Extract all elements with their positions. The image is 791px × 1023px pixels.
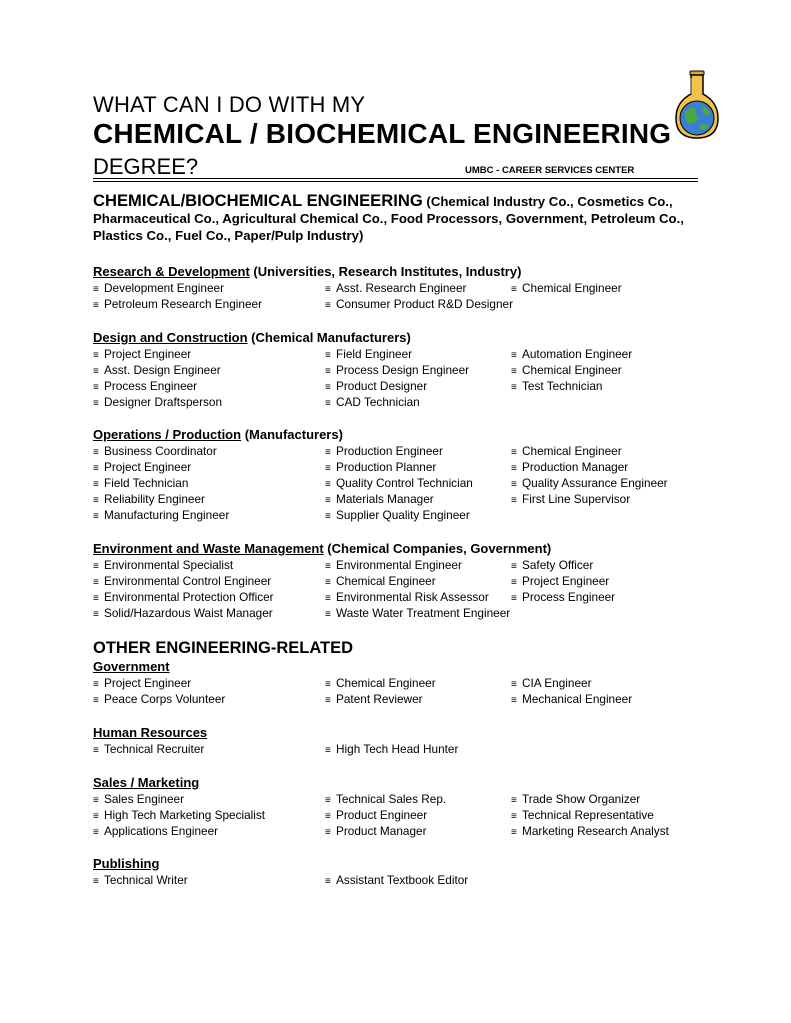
job-title-label: Technical Sales Rep. <box>336 792 447 806</box>
bullet-icon: ≡ <box>511 679 517 690</box>
job-title-label: Environmental Engineer <box>336 558 462 572</box>
bullet-icon: ≡ <box>511 463 517 474</box>
list-row <box>93 675 713 691</box>
job-title-item <box>93 507 229 525</box>
list-row <box>93 296 713 312</box>
section-heading <box>93 330 713 346</box>
bullet-icon: ≡ <box>93 593 99 604</box>
section-heading <box>93 541 713 557</box>
bullet-icon: ≡ <box>511 811 517 822</box>
job-title-item <box>511 691 632 709</box>
bullet-icon: ≡ <box>93 811 99 822</box>
job-title-label: Reliability Engineer <box>104 492 205 506</box>
career-section <box>93 659 713 707</box>
job-title-label: Technical Recruiter <box>104 742 205 756</box>
job-title-item <box>325 691 423 709</box>
bullet-icon: ≡ <box>325 382 331 393</box>
job-title-label: CAD Technician <box>336 395 420 409</box>
bullet-icon: ≡ <box>325 511 331 522</box>
bullet-icon: ≡ <box>325 300 331 311</box>
bullet-icon: ≡ <box>325 284 331 295</box>
list-row <box>93 589 713 605</box>
bullet-icon: ≡ <box>325 827 331 838</box>
career-section <box>93 775 713 839</box>
bullet-icon: ≡ <box>511 561 517 572</box>
section-title: Human Resources <box>93 725 208 740</box>
job-title-label: Production Manager <box>522 460 629 474</box>
bullet-icon: ≡ <box>325 366 331 377</box>
bullet-icon: ≡ <box>511 447 517 458</box>
bullet-icon: ≡ <box>511 827 517 838</box>
list-row <box>93 346 713 362</box>
other-engineering-title: OTHER ENGINEERING-RELATED <box>93 639 354 657</box>
bullet-icon: ≡ <box>93 827 99 838</box>
bullet-icon: ≡ <box>511 593 517 604</box>
list-row <box>93 507 713 523</box>
list-row <box>93 573 713 589</box>
bullet-icon: ≡ <box>325 679 331 690</box>
job-title-item <box>93 296 262 314</box>
bullet-icon: ≡ <box>511 366 517 377</box>
job-title-label: Project Engineer <box>104 347 192 361</box>
bullet-icon: ≡ <box>325 495 331 506</box>
section-subtitle: (Universities, Research Institutes, Industry) <box>249 264 522 279</box>
header-title: CHEMICAL / BIOCHEMICAL ENGINEERING <box>93 118 672 149</box>
job-title-label: Process Engineer <box>522 590 616 604</box>
job-title-label: Chemical Engineer <box>522 444 622 458</box>
intro-paragraph <box>93 193 713 244</box>
career-section <box>93 541 713 621</box>
bullet-icon: ≡ <box>93 695 99 706</box>
bullet-icon: ≡ <box>325 795 331 806</box>
list-row <box>93 394 713 410</box>
job-title-label: Chemical Engineer <box>336 676 436 690</box>
list-row <box>93 443 713 459</box>
career-section <box>93 427 713 523</box>
career-section <box>93 856 713 888</box>
job-title-label: Field Engineer <box>336 347 413 361</box>
section-title: Government <box>93 659 170 674</box>
job-title-label: Product Engineer <box>336 808 428 822</box>
header-line-3: DEGREE? <box>93 154 199 179</box>
section-heading <box>93 659 713 675</box>
job-title-label: Mechanical Engineer <box>522 692 633 706</box>
job-title-item <box>93 605 273 623</box>
bullet-icon: ≡ <box>511 350 517 361</box>
bullet-icon: ≡ <box>93 447 99 458</box>
bullet-icon: ≡ <box>93 479 99 490</box>
bullet-icon: ≡ <box>93 382 99 393</box>
job-title-label: Quality Control Technician <box>336 476 473 490</box>
job-title-item <box>93 394 222 412</box>
bullet-icon: ≡ <box>93 350 99 361</box>
job-title-label: Production Engineer <box>336 444 443 458</box>
header-rule-bottom <box>93 181 698 182</box>
list-row <box>93 791 713 807</box>
bullet-icon: ≡ <box>325 561 331 572</box>
job-title-label: Field Technician <box>104 476 189 490</box>
job-title-label: Product Manager <box>336 824 427 838</box>
list-row <box>93 872 713 888</box>
bullet-icon: ≡ <box>93 366 99 377</box>
bullet-icon: ≡ <box>93 795 99 806</box>
list-row <box>93 691 713 707</box>
job-title-label: Project Engineer <box>104 676 192 690</box>
job-title-label: Asst. Design Engineer <box>104 363 221 377</box>
bullet-icon: ≡ <box>93 679 99 690</box>
org-name: UMBC - CAREER SERVICES CENTER <box>465 165 635 176</box>
bullet-icon: ≡ <box>325 876 331 887</box>
bullet-icon: ≡ <box>325 745 331 756</box>
bullet-icon: ≡ <box>511 695 517 706</box>
job-title-label: Assistant Textbook Editor <box>336 873 469 887</box>
section-subtitle: (Manufacturers) <box>241 427 343 442</box>
list-row <box>93 557 713 573</box>
job-title-label: Chemical Engineer <box>522 281 622 295</box>
job-title-label: Chemical Engineer <box>336 574 436 588</box>
job-title-item <box>325 872 468 890</box>
job-title-item <box>325 507 470 525</box>
section-title: Research & Development <box>93 264 250 279</box>
bullet-icon: ≡ <box>511 284 517 295</box>
section-title: Environment and Waste Management <box>93 541 324 556</box>
list-row <box>93 280 713 296</box>
job-title-label: High Tech Head Hunter <box>336 742 459 756</box>
bullet-icon: ≡ <box>325 463 331 474</box>
job-title-label: Quality Assurance Engineer <box>522 476 668 490</box>
section-subtitle: (Chemical Manufacturers) <box>247 330 411 345</box>
career-section <box>93 725 713 757</box>
job-title-label: Petroleum Research Engineer <box>104 297 263 311</box>
section-title: Publishing <box>93 856 160 871</box>
job-title-label: Environmental Specialist <box>104 558 234 572</box>
bullet-icon: ≡ <box>325 593 331 604</box>
flask-globe-icon <box>670 68 724 142</box>
section-title: Operations / Production <box>93 427 242 442</box>
job-title-label: Automation Engineer <box>522 347 633 361</box>
job-title-label: Applications Engineer <box>104 824 219 838</box>
job-title-label: Consumer Product R&D Designer <box>336 297 514 311</box>
bullet-icon: ≡ <box>325 479 331 490</box>
bullet-icon: ≡ <box>325 350 331 361</box>
job-title-label: Manufacturing Engineer <box>104 508 230 522</box>
bullet-icon: ≡ <box>325 695 331 706</box>
intro-title: CHEMICAL/BIOCHEMICAL ENGINEERING <box>93 191 423 210</box>
job-title-label: Project Engineer <box>104 460 192 474</box>
career-section <box>93 330 713 410</box>
bullet-icon: ≡ <box>93 609 99 620</box>
bullet-icon: ≡ <box>325 609 331 620</box>
list-row <box>93 459 713 475</box>
job-title-label: Asst. Research Engineer <box>336 281 467 295</box>
job-title-label: Designer Draftsperson <box>104 395 223 409</box>
job-title-item <box>325 394 420 412</box>
list-row <box>93 823 713 839</box>
section-heading <box>93 775 713 791</box>
job-title-label: Patent Reviewer <box>336 692 423 706</box>
intro-text: (Chemical Industry Co., Cosmetics Co., Pharmaceutical Co., Agricultural Chemical Co., Food Processors, Government, Petroleum Co., Plastics Co., Fuel Co., Paper/Pulp Industry) <box>93 194 684 243</box>
job-title-label: Supplier Quality Engineer <box>336 508 470 522</box>
job-title-label: Safety Officer <box>522 558 594 572</box>
section-title: Design and Construction <box>93 330 248 345</box>
list-row <box>93 378 713 394</box>
career-section <box>93 264 713 312</box>
bullet-icon: ≡ <box>93 284 99 295</box>
job-title-label: Development Engineer <box>104 281 225 295</box>
job-title-item <box>325 741 458 759</box>
list-row <box>93 741 713 757</box>
section-heading <box>93 856 713 872</box>
job-title-label: Peace Corps Volunteer <box>104 692 226 706</box>
job-title-label: Waste Water Treatment Engineer <box>336 606 511 620</box>
bullet-icon: ≡ <box>511 479 517 490</box>
bullet-icon: ≡ <box>511 495 517 506</box>
bullet-icon: ≡ <box>93 876 99 887</box>
bullet-icon: ≡ <box>93 300 99 311</box>
job-title-item <box>93 872 188 890</box>
job-title-label: Process Design Engineer <box>336 363 470 377</box>
bullet-icon: ≡ <box>93 745 99 756</box>
bullet-icon: ≡ <box>325 447 331 458</box>
section-heading <box>93 264 713 280</box>
job-title-label: Technical Writer <box>104 873 188 887</box>
section-title: Sales / Marketing <box>93 775 200 790</box>
bullet-icon: ≡ <box>93 511 99 522</box>
job-title-label: Environmental Control Engineer <box>104 574 272 588</box>
job-title-label: Trade Show Organizer <box>522 792 641 806</box>
job-title-label: Product Designer <box>336 379 428 393</box>
job-title-label: Production Planner <box>336 460 437 474</box>
job-title-label: Environmental Risk Assessor <box>336 590 489 604</box>
job-title-label: High Tech Marketing Specialist <box>104 808 266 822</box>
job-title-item <box>93 691 225 709</box>
list-row <box>93 605 713 621</box>
job-title-item <box>325 823 427 841</box>
bullet-icon: ≡ <box>511 795 517 806</box>
job-title-label: Marketing Research Analyst <box>522 824 669 838</box>
bullet-icon: ≡ <box>511 577 517 588</box>
job-title-item <box>93 823 218 841</box>
list-row <box>93 362 713 378</box>
bullet-icon: ≡ <box>93 577 99 588</box>
job-title-label: Technical Representative <box>522 808 654 822</box>
job-title-label: Environmental Protection Officer <box>104 590 274 604</box>
job-title-label: Test Technician <box>522 379 603 393</box>
bullet-icon: ≡ <box>325 577 331 588</box>
bullet-icon: ≡ <box>93 463 99 474</box>
job-title-item <box>93 741 204 759</box>
section-subtitle: (Chemical Companies, Government) <box>323 541 552 556</box>
bullet-icon: ≡ <box>93 398 99 409</box>
job-title-item <box>511 823 669 841</box>
job-title-label: Sales Engineer <box>104 792 185 806</box>
section-heading <box>93 725 713 741</box>
job-title-label: CIA Engineer <box>522 676 592 690</box>
list-row <box>93 475 713 491</box>
header-line-1: WHAT CAN I DO WITH MY <box>93 92 366 117</box>
job-title-label: Project Engineer <box>522 574 610 588</box>
job-title-label: Business Coordinator <box>104 444 217 458</box>
header-rule-top <box>93 178 698 179</box>
job-title-item <box>325 296 513 314</box>
job-title-label: Process Engineer <box>104 379 198 393</box>
job-title-label: Solid/Hazardous Waist Manager <box>104 606 273 620</box>
bullet-icon: ≡ <box>325 811 331 822</box>
bullet-icon: ≡ <box>93 561 99 572</box>
section-heading <box>93 427 713 443</box>
bullet-icon: ≡ <box>93 495 99 506</box>
list-row <box>93 807 713 823</box>
bullet-icon: ≡ <box>511 382 517 393</box>
job-title-label: First Line Supervisor <box>522 492 631 506</box>
job-title-item <box>325 605 510 623</box>
job-title-label: Chemical Engineer <box>522 363 622 377</box>
bullet-icon: ≡ <box>325 398 331 409</box>
list-row <box>93 491 713 507</box>
job-title-label: Materials Manager <box>336 492 434 506</box>
